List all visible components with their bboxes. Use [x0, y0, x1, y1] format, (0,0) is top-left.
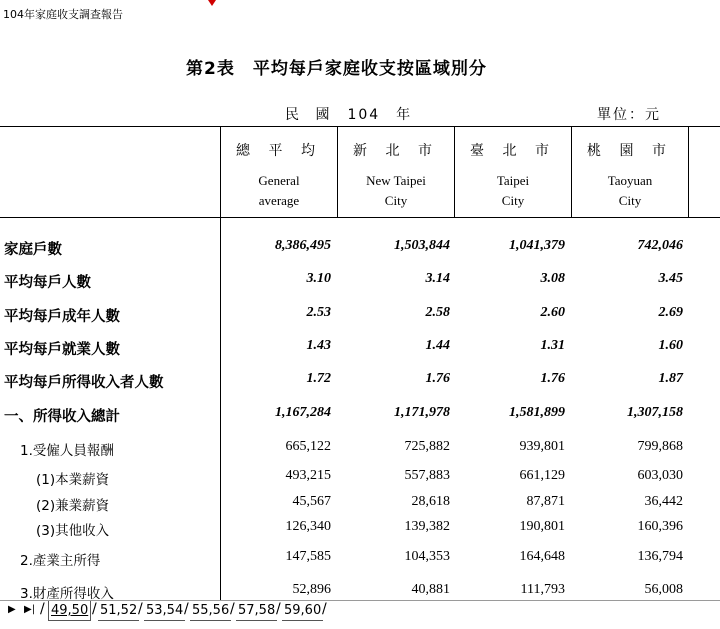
cell-value: 1.76 [540, 371, 565, 386]
cell-value: 36,442 [644, 494, 683, 509]
cell-value: 111,793 [520, 582, 565, 597]
cell-value: 799,868 [637, 439, 683, 454]
report-label: 104年家庭收支調查報告 [3, 8, 123, 21]
cell-value: 3.08 [540, 271, 565, 286]
cell-comment-marker [208, 0, 216, 6]
cell-value: 557,883 [404, 468, 450, 483]
cell-value: 725,882 [404, 439, 450, 454]
column-header-taipei[interactable] [455, 126, 571, 216]
cell-value: 1.72 [306, 371, 331, 386]
tab-divider: / [184, 601, 189, 617]
tab-divider: / [322, 601, 327, 617]
tab-divider: / [138, 601, 143, 617]
cell-value: 1,581,899 [509, 405, 565, 420]
cell-value: 1,041,379 [509, 238, 565, 253]
sheet-tab-53-54[interactable]: 53,54 [144, 601, 185, 621]
cell-value: 147,585 [285, 549, 331, 564]
column-header-zh: 新 北 市 [353, 143, 439, 159]
row-label: 平均每戶成年人數 [4, 309, 120, 325]
sheet-tab-51-52[interactable]: 51,52 [98, 601, 139, 621]
row-label: (1)本業薪資 [36, 472, 110, 488]
row-label: 平均每戶就業人數 [4, 342, 120, 358]
table-row[interactable] [0, 519, 720, 549]
cell-value: 87,871 [526, 494, 565, 509]
sheet-tab-57-58[interactable]: 57,58 [236, 601, 277, 621]
sheet-tab-49-50[interactable]: 49,50 [48, 601, 91, 621]
sheet-tab-59-60[interactable]: 59,60 [282, 601, 323, 621]
cell-value: 2.60 [540, 305, 565, 320]
cell-value: 742,046 [637, 238, 683, 253]
cell-value: 1,307,158 [627, 405, 683, 420]
next-sheet-icon[interactable]: ▶ [8, 604, 16, 615]
row-label: 3.財產所得收入 [20, 586, 114, 600]
cell-value: 2.69 [658, 305, 683, 320]
column-header-en: General average [258, 173, 300, 208]
column-header-en: Taoyuan City [607, 173, 653, 208]
sheet-tab-55-56[interactable]: 55,56 [190, 601, 231, 621]
cell-value: 8,386,495 [275, 238, 331, 253]
column-header-en: Taipei City [496, 173, 530, 208]
cell-value: 164,648 [519, 549, 565, 564]
row-label: (2)兼業薪資 [36, 498, 110, 514]
cell-value: 40,881 [411, 582, 450, 597]
cell-value: 603,030 [637, 468, 683, 483]
table-title: 第2表 平均每戶家庭收支按區域別分 [186, 59, 487, 79]
cell-value: 56,008 [644, 582, 683, 597]
cell-value: 104,353 [404, 549, 450, 564]
cell-value: 3.10 [306, 271, 331, 286]
row-label: 一、所得收入總計 [4, 409, 120, 425]
cell-value: 939,801 [519, 439, 565, 454]
row-label: (3)其他收入 [36, 523, 110, 539]
cell-value: 1,503,844 [394, 238, 450, 253]
cell-value: 139,382 [404, 519, 450, 534]
tab-divider: / [40, 601, 45, 617]
cell-value: 1,167,284 [275, 405, 331, 420]
table-row[interactable] [0, 371, 720, 401]
cell-value: 2.53 [306, 305, 331, 320]
cell-value: 1.60 [658, 338, 683, 353]
table-row[interactable] [0, 305, 720, 335]
table-row[interactable] [0, 439, 720, 469]
cell-value: 28,618 [411, 494, 450, 509]
table-row[interactable] [0, 338, 720, 368]
cell-value: 126,340 [285, 519, 331, 534]
column-header-zh: 總 平 均 [236, 143, 322, 159]
tab-divider: / [230, 601, 235, 617]
table-row[interactable] [0, 238, 720, 268]
cell-value: 1.31 [540, 338, 565, 353]
cell-value: 136,794 [637, 549, 683, 564]
column-header-taoyuan[interactable] [572, 126, 688, 216]
column-header-zh: 臺 北 市 [470, 143, 556, 159]
tab-divider: / [92, 601, 97, 617]
column-divider [688, 126, 689, 217]
row-label: 1.受僱人員報酬 [20, 443, 114, 459]
table-row[interactable] [0, 582, 720, 600]
last-sheet-icon[interactable]: ▶| [24, 604, 36, 615]
tab-divider: / [276, 601, 281, 617]
cell-value: 1.87 [658, 371, 683, 386]
column-header-new-taipei[interactable] [338, 126, 454, 216]
cell-value: 2.58 [425, 305, 450, 320]
table-row[interactable] [0, 549, 720, 579]
table-row[interactable] [0, 271, 720, 301]
cell-value: 661,129 [519, 468, 565, 483]
column-header-zh: 桃 園 市 [587, 143, 673, 159]
row-label: 2.產業主所得 [20, 553, 101, 569]
cell-value: 1.43 [306, 338, 331, 353]
cell-value: 1,171,978 [394, 405, 450, 420]
cell-value: 160,396 [637, 519, 683, 534]
cell-value: 493,215 [285, 468, 331, 483]
unit-label: 單位：元 [597, 107, 661, 123]
sheet-tab-bar [0, 600, 720, 629]
cell-value: 1.76 [425, 371, 450, 386]
column-header-general-average[interactable] [221, 126, 337, 216]
cell-value: 190,801 [519, 519, 565, 534]
row-label: 平均每戶人數 [4, 275, 91, 291]
row-label: 平均每戶所得收入者人數 [4, 375, 164, 391]
row-label: 家庭戶數 [4, 242, 62, 258]
column-header-en: New Taipei City [366, 173, 426, 208]
cell-value: 52,896 [292, 582, 331, 597]
cell-value: 1.44 [425, 338, 450, 353]
cell-value: 3.45 [658, 271, 683, 286]
cell-value: 3.14 [425, 271, 450, 286]
cell-value: 665,122 [285, 439, 331, 454]
year-label: 民 國 104 年 [285, 107, 413, 123]
header-bottom-rule [0, 217, 720, 218]
table-row[interactable] [0, 405, 720, 435]
cell-value: 45,567 [292, 494, 331, 509]
